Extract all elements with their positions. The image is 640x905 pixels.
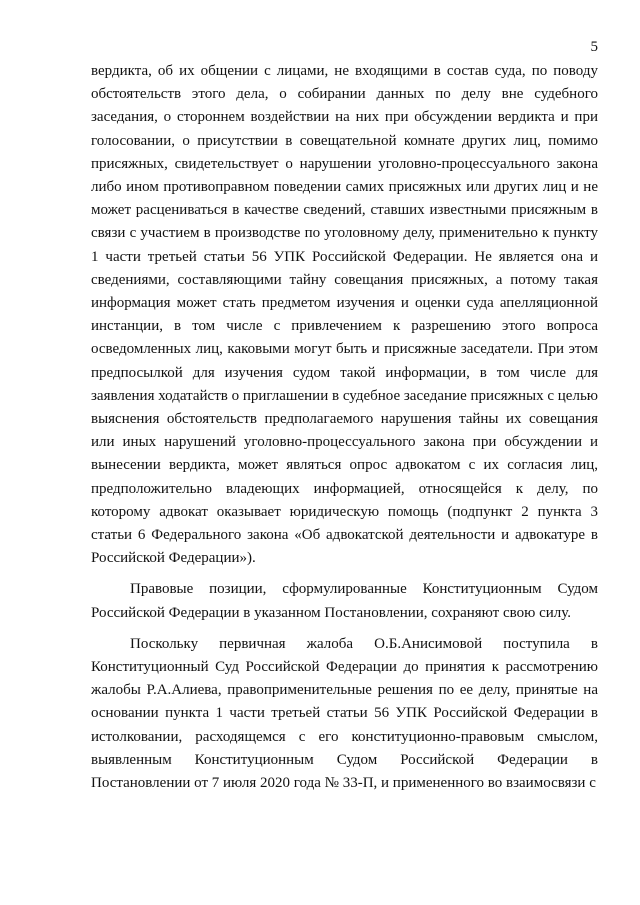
paragraph-2: Правовые позиции, сформулированные Конституционным Судом Российской Федерации в указанном Постановлении, сохраняют свою силу. xyxy=(91,581,598,621)
page-number: 5 xyxy=(590,39,598,55)
paragraph-3: Поскольку первичная жалоба О.Б.Анисимовой поступила в Конституционный Суд Российской Федерации до принятия к рассмотрению жалобы Р.А.Алиева, правоприменительные решения по ее делу, принятые на основании пункта 1 части третьей статьи 56 УПК Российской Федерации в истолковании, расходящемся с его конституционно-правовым смыслом, выявленным Конституционным Судом Российской Федерации в Постановлении от 7 июля 2020 года № 33-П, и примененного во взаимосвязи с xyxy=(91,635,598,792)
document-body xyxy=(91,60,598,795)
paragraph-1: вердикта, об их общении с лицами, не входящими в состав суда, по поводу обстоятельств этого дела, о собирании данных по делу вне судебного заседания, о стороннем воздействии на них при обсуждении вердикта и при голосовании, о присутствии в совещательной комнате других лиц, помимо присяжных, свидетельствует о нарушении уголовно-процессуального закона либо ином противоправном поведении самих присяжных или других лиц и не может расцениваться в качестве сведений, ставших известными присяжным в связи с участием в производстве по уголовному делу, применительно к пункту 1 части третьей статьи 56 УПК Российской Федерации. Не является она и сведениями, составляющими тайну совещания присяжных, а потому такая информация может стать предметом изучения и оценки суда апелляционной инстанции, в том числе с привлечением к разрешению этого вопроса осведомленных лиц, каковыми могут быть и присяжные заседатели. При этом предпосылкой для изучения судом такой информации, в том числе для заявления ходатайств о приглашении в судебное заседание присяжных с целью выяснения обстоятельств предполагаемого нарушения тайны их совещания или иных нарушений уголовно-процессуального закона при обсуждении и вынесении вердикта, может являться опрос адвокатом с их согласия лиц, предположительно владеющих информацией, относящейся к делу, по которому адвокат оказывает юридическую помощь (подпункт 2 пункта 3 статьи 6 Федерального закона «Об адвокатской деятельности и адвокатуре в Российской Федерации»). xyxy=(91,63,598,567)
